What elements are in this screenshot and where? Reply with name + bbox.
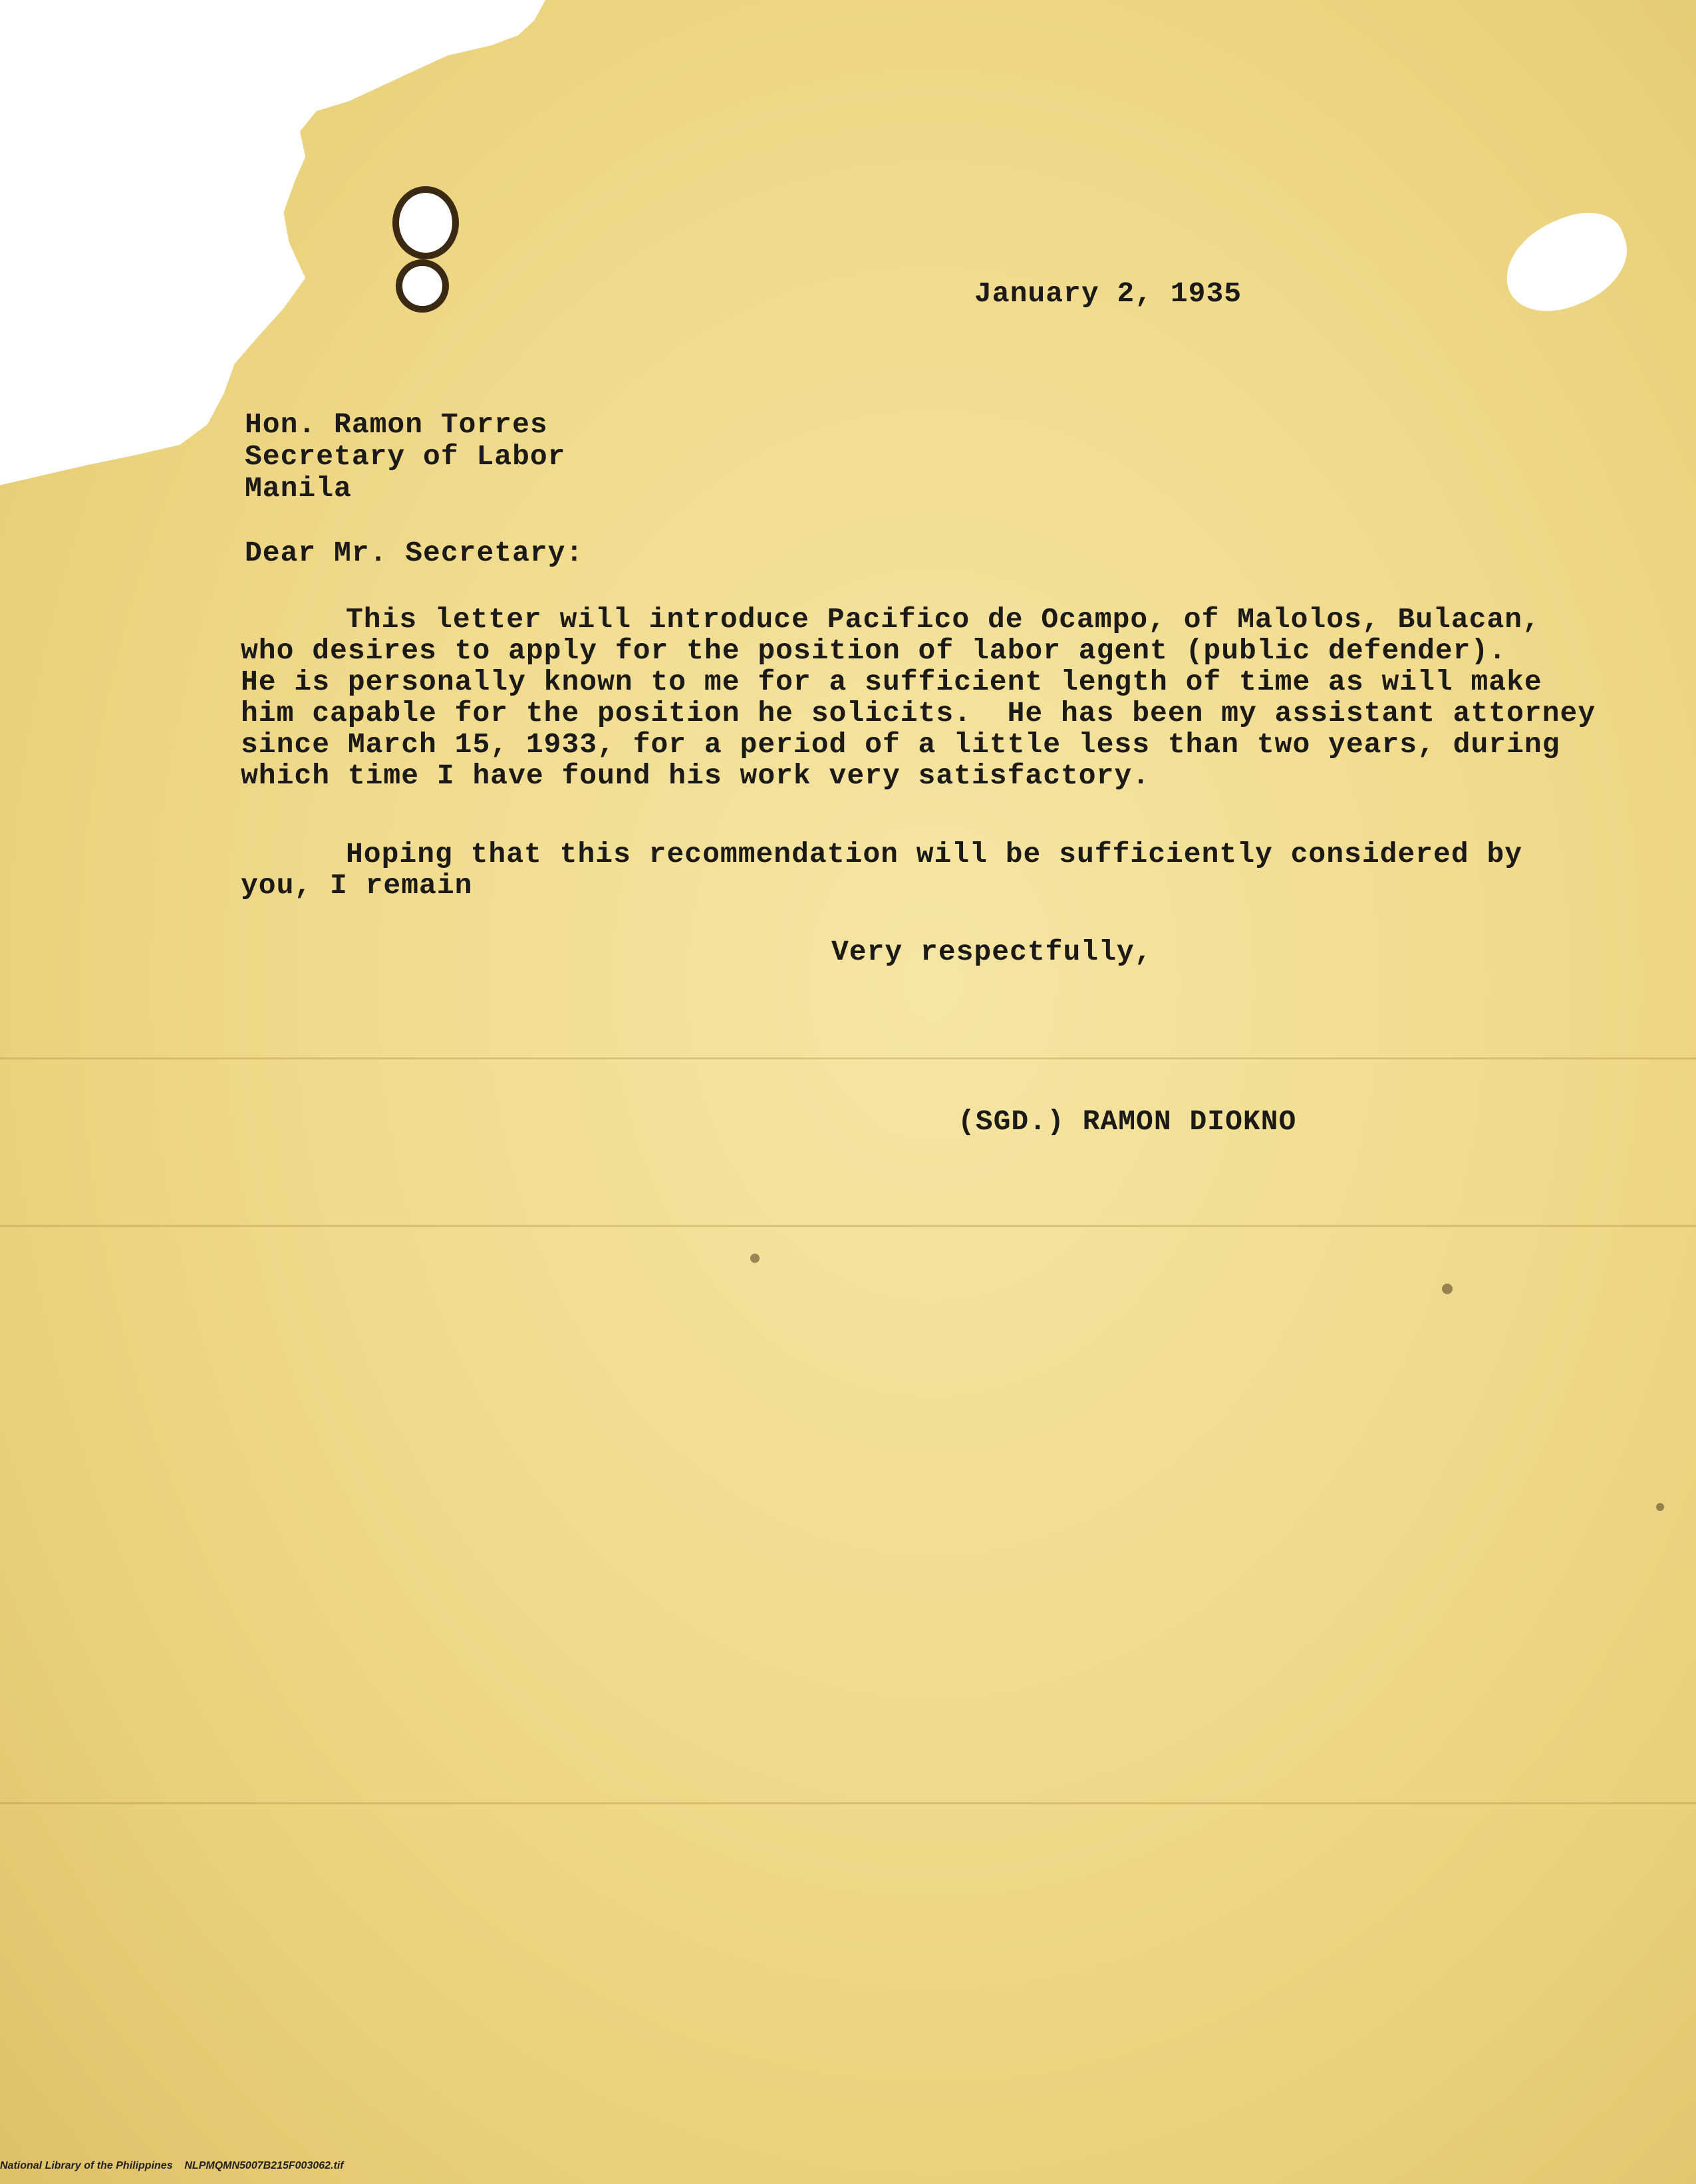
letter-date: January 2, 1935 bbox=[974, 277, 1242, 310]
stain bbox=[750, 1254, 760, 1263]
body-line: since March 15, 1933, for a period of a little less than two years, during bbox=[241, 728, 1560, 761]
recipient-title: Secretary of Labor bbox=[245, 440, 566, 473]
salutation: Dear Mr. Secretary: bbox=[245, 537, 584, 569]
closing: Very respectfully, bbox=[831, 936, 1153, 968]
fold-line bbox=[0, 1225, 1696, 1227]
burn-hole bbox=[396, 259, 449, 313]
burn-hole bbox=[392, 186, 459, 259]
stain bbox=[1442, 1284, 1453, 1294]
signature: (SGD.) RAMON DIOKNO bbox=[958, 1105, 1297, 1138]
body-line: which time I have found his work very satisfactory. bbox=[241, 759, 1151, 792]
archive-footer bbox=[0, 2160, 344, 2172]
body-line: Hoping that this recommendation will be sufficiently considered by bbox=[346, 838, 1523, 871]
body-line: This letter will introduce Pacifico de Ocampo, of Malolos, Bulacan, bbox=[346, 603, 1540, 636]
file-id: NLPMQMN5007B215F003062.tif bbox=[184, 2160, 344, 2171]
recipient-city: Manila bbox=[245, 472, 352, 505]
body-line: He is personally known to me for a sufficient length of time as will make bbox=[241, 666, 1542, 698]
fold-line bbox=[0, 1802, 1696, 1804]
recipient-name: Hon. Ramon Torres bbox=[245, 408, 548, 441]
fold-line bbox=[0, 1057, 1696, 1059]
library-name: National Library of the Philippines bbox=[0, 2160, 173, 2171]
paper-hole bbox=[1492, 200, 1640, 325]
stain bbox=[1656, 1503, 1664, 1511]
body-line: you, I remain bbox=[241, 869, 473, 902]
body-line: him capable for the position he solicits. He has been my assistant attorney bbox=[241, 697, 1596, 730]
body-line: who desires to apply for the position of labor agent (public defender). bbox=[241, 634, 1507, 667]
